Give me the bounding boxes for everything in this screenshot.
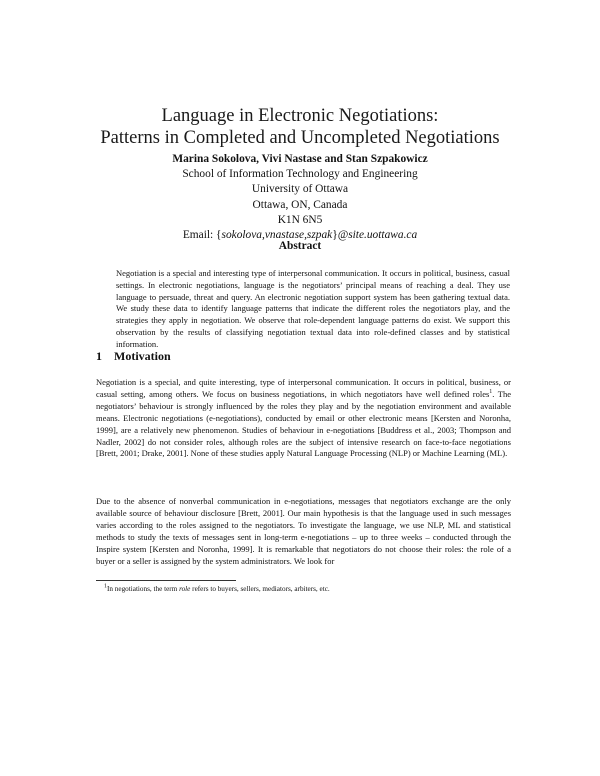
title-line-2: Patterns in Completed and Uncompleted Negotiations bbox=[100, 128, 500, 148]
footnote-italic: role bbox=[179, 585, 191, 593]
author-city: Ottawa, ON, Canada bbox=[252, 198, 348, 211]
email-names: sokolova,vnastase,szpak bbox=[221, 229, 333, 242]
abstract-heading: Abstract bbox=[278, 240, 322, 252]
footnote-text-start: In negotiations, the term bbox=[107, 585, 180, 593]
paper-title bbox=[0, 105, 600, 149]
footnote bbox=[104, 584, 330, 594]
paragraph-1-start: Negotiation is a special, and quite interesting, type of interpersonal communication. It occurs in political, business, or casual setting, among others. We focus on business negotiations, in which negotiators have well defined roles bbox=[96, 377, 511, 399]
author-school: School of Information Technology and Engineering bbox=[182, 168, 418, 181]
footnote-rule bbox=[96, 580, 236, 581]
section-title: Motivation bbox=[114, 349, 171, 363]
paragraph-2: Due to the absence of nonverbal communication in e-negotiations, messages that negotiators exchange are the only available source of behaviour disclosure [Brett, 2001]. Our main hypothesis is that the language used in such messages varies according to the roles assigned to the negotiators. To investigate the language, we use NLP, ML and statistical methods to study the texts of messages sent in long-term e-negotiations – up to three weeks – conducted through the Inspire system [Kersten and Noronha, 1999]. It is remarkable that negotiators do not choose their roles: the role of a buyer or a seller is assigned by the system administrators. We look for bbox=[96, 496, 511, 566]
footnote-marker: 1 bbox=[489, 389, 493, 396]
author-university: University of Ottawa bbox=[251, 183, 349, 196]
section-heading bbox=[96, 349, 171, 364]
footnote-text-end: refers to buyers, sellers, mediators, arbiters, etc. bbox=[190, 585, 330, 593]
title-line-1: Language in Electronic Negotiations: bbox=[161, 106, 439, 126]
email-brace-close: } bbox=[332, 229, 338, 242]
email-label: Email: bbox=[182, 229, 217, 242]
author-names: Marina Sokolova, Vivi Nastase and Stan Szpakowicz bbox=[172, 153, 428, 165]
paragraph-1-rest: . The negotiators’ behaviour is strongly influenced by the roles they play and by the negotiation environment and available means. Electronic negotiations (e-negotiations), conducted by email or other electronic means [Kersten and Noronha, 1999], are a relatively new phenomenon. Studies of behaviour in e-negotiations [Buddress et al., 2003; Thompson and Nadler, 2002] do not consider roles, although roles are the subject of intensive research on face-to-face negotiations [Brett, 2001; Drake, 2001]. None of these studies apply Natural Language Processing (NLP) or Machine Learning (ML). bbox=[96, 388, 512, 459]
section-number: 1 bbox=[96, 349, 102, 363]
abstract-text: Negotiation is a special and interesting type of interpersonal communication. It occurs in political, business, casual settings. In electronic negotiations, language is the negotiators’ principal means of reaching a deal. They use language to persuade, threat and query. An electronic negotiation support system has been gathering textual data. We study these data to identify language patterns that indicate the different roles the negotiators play, and the strategies they apply in negotiation. We observe that role-dependent language patterns do exist. We support this observation by the results of classifying negotiation textual data into role-defined classes and by statistical information. bbox=[116, 268, 510, 349]
email-brace-open: { bbox=[216, 229, 222, 242]
author-block bbox=[0, 152, 600, 243]
footnote-number: 1 bbox=[104, 583, 107, 590]
paragraph-1 bbox=[96, 377, 511, 460]
email-domain: @site.uottawa.ca bbox=[337, 229, 418, 242]
author-postal: K1N 6N5 bbox=[277, 213, 323, 226]
